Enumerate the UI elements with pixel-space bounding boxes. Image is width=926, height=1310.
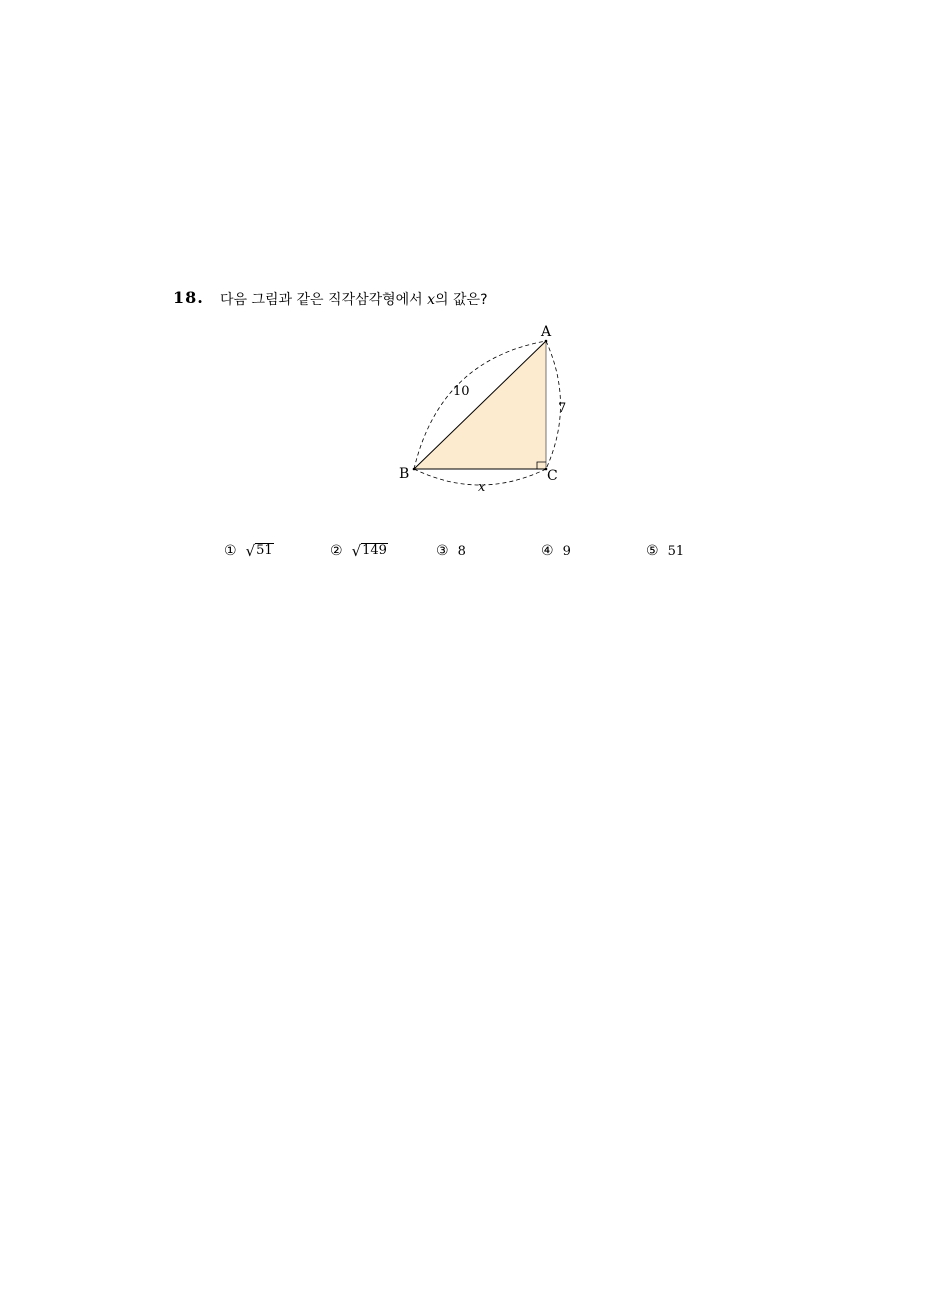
choice-2[interactable] [330, 543, 388, 559]
vertex-dot-a [545, 340, 548, 343]
choice-5-marker: ⑤ [646, 543, 659, 559]
side-label-ac: 7 [558, 401, 567, 416]
side-label-bc: x [478, 480, 486, 495]
choice-4-value: 9 [562, 543, 571, 559]
choice-2-value: 149 [362, 543, 387, 559]
choice-1[interactable] [224, 543, 274, 559]
question-number: 18. [173, 288, 204, 307]
choice-2-marker: ② [330, 543, 343, 559]
choice-4-marker: ④ [541, 543, 554, 559]
choice-5[interactable] [646, 543, 684, 559]
choice-4[interactable] [541, 543, 571, 559]
question-text-after: 의 값은? [435, 292, 488, 308]
question-variable: x [427, 292, 436, 308]
choice-2-sqrt [352, 543, 388, 559]
question-text [220, 289, 488, 309]
radical-sign: √ [245, 541, 256, 560]
vertex-dot-b [413, 468, 416, 471]
choice-1-sqrt [246, 543, 274, 559]
side-label-ab: 10 [453, 384, 470, 399]
vertex-label-b: B [399, 466, 410, 482]
choice-3-value: 8 [457, 543, 466, 559]
choice-3-marker: ③ [436, 543, 449, 559]
radical-sign: √ [351, 541, 362, 560]
choice-1-marker: ① [224, 543, 237, 559]
choice-5-value: 51 [667, 543, 685, 559]
choice-1-value: 51 [256, 543, 273, 559]
choice-3[interactable] [436, 543, 466, 559]
question-text-before: 다음 그림과 같은 직각삼각형에서 [220, 292, 423, 308]
right-triangle-figure [380, 315, 580, 500]
vertex-label-c: C [547, 468, 558, 484]
vertex-label-a: A [541, 324, 552, 340]
